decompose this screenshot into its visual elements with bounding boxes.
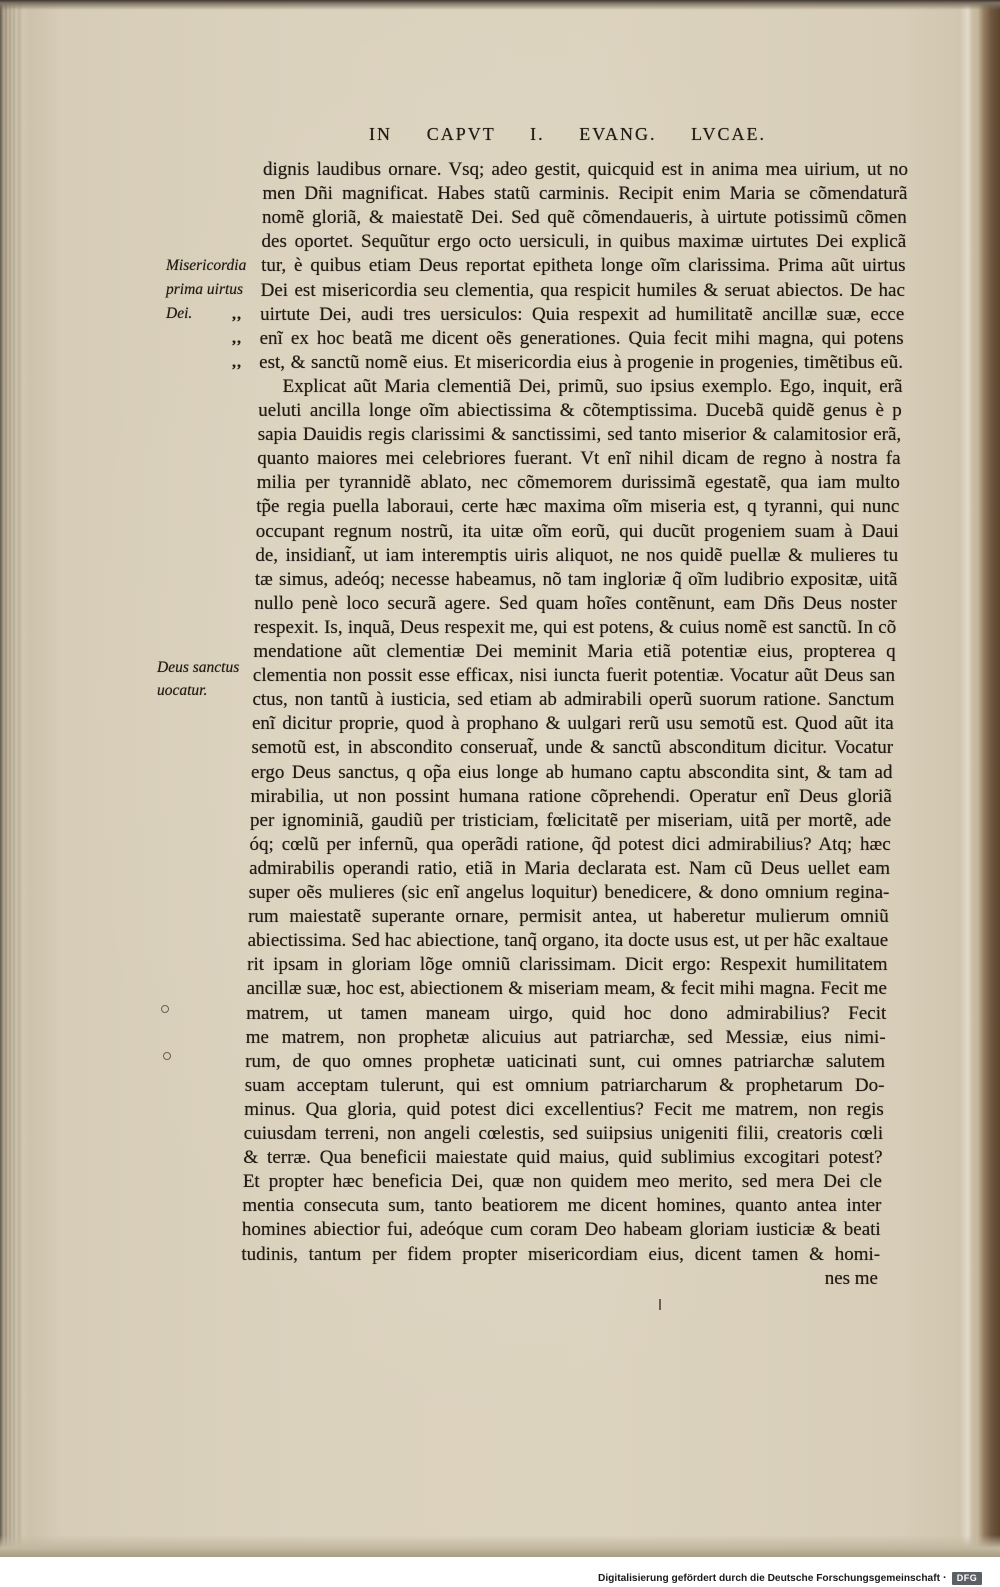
body-line [247,953,887,977]
body-line-text: de, insidiant̃, ut iam interemptis uiris aliquot, ne nos quidẽ puellæ & mulieres tu [255,544,899,566]
body-line-text: Et propter hæc beneficia Dei, quæ non quidem meo merito, sed mera Dei cle [242,1171,882,1193]
body-line [246,1026,886,1050]
body-line [248,905,889,929]
body-line-text: cuiusdam terreni, non angeli cœlestis, sed suiipsius unigeniti filii, creatoris cœli [243,1123,884,1144]
body-line [252,688,894,712]
body-line [243,1146,882,1170]
margin-circle-mark [163,1052,171,1060]
body-line-text: Explicat aũt Maria clementiã Dei, primũ, suo ipsius exemplo. Ego, inquit, erã [282,375,903,397]
body-line [249,857,890,881]
body-line [283,375,903,399]
body-line-text: rit ipsam in gloriam lõge omniũ clarissimam. Dicit ergo: Respexit humilitatem [247,954,888,976]
quotation-mark: ,, [232,353,242,371]
body-line [244,1098,884,1122]
body-line-text: clementia non possit esse efficax, nisi iuncta fuerit potentiæ. Vocatur aũt Deus san [252,665,895,687]
body-line [253,664,895,688]
ink-mark [659,1299,661,1310]
footer-separator: · [943,1572,947,1584]
body-line-text: admirabilis operandi ratio, etiã in Maria declarata est. Nam cũ Deus uellet eam [249,857,891,879]
body-line-text: homines abiectior fui, adeóque cum coram Deo habeam gloriam iusticiæ & beati [241,1219,881,1241]
body-line [249,881,890,905]
body-line-text: semotũ est, in abscondito conseruat̃, unde & sanctũ absconditum dicitur. Vocatur [251,737,894,759]
body-line-text: mendatione aũt clementiæ Dei meminit Maria etiã potentiæ eius, propterea q [253,641,896,662]
body-line-text: nomẽ gloriã, & maiestatẽ Dei. Sed quẽ cõmendaueris, à uirtute potissimũ cõmen [262,207,907,229]
body-line [254,592,896,616]
running-head-text: IN CAPVT I. EVANG. LVCAE. [369,124,766,144]
body-line [247,977,887,1001]
body-line [258,423,901,447]
body-line [260,303,904,327]
body-line [245,1050,885,1074]
body-line-text: tæ simus, adeóq; necesse habeamus, nõ tam ingloriæ q̃ oĩm ludibrio expositæ, uitã [254,568,898,590]
body-line-text: abiectissima. Sed hac abiectione, tanq̃ organo, ita docte usus est, ut per hãc exaltaue [247,930,889,952]
body-line [262,206,907,230]
body-line-text: rum maiestatẽ superante ornare, permisit antea, ut haberetur mulierum omniũ [248,906,889,928]
body-line-text: per ignominiã, gaudiũ per tristiciam, fœlicitatẽ per miseriam, uitã per mortẽ, ade [250,809,892,831]
margin-note-line: Dei. [166,305,193,322]
body-line-text: óq; cœlũ per infernũ, qua operãdi ratione, q̃d potest dici admirabilius? Atq; hæc [249,833,891,855]
body-line-text: me matrem, non prophetæ alicuius aut patriarchæ, sed Messiæ, eius nimi- [245,1026,886,1048]
body-line-text: milia per tyrannidẽ ablato, nec cõmemorem durissimã egestatẽ, qua iam multo [256,472,900,494]
body-line [245,1074,885,1098]
digitization-credit [598,1571,940,1585]
body-line-text: suam acceptam tulerunt, qui est omnium patriarcharum & prophetarum Do- [244,1074,885,1096]
body-line [260,327,904,351]
body-line-text: sapia Dauidis regis clarissimi & sanctissimi, sed tanto miserior & calamitosior erã, [257,424,902,446]
body-line [251,785,892,809]
body-line [256,520,899,544]
body-line-text: men Dñi magnificat. Habes statũ carminis. Recipit enim Maria se cõmendaturã [262,183,908,205]
body-line-text: occupant regnum nostrũ, ita uitæ oĩm eorũ, qui ducũt progeniem suam à Daui [255,520,899,542]
body-line [253,640,895,664]
body-line-text: ctus, non tantũ à iusticia, sed etiam ab admirabili operũ suorum ratione. Sanctum [252,689,895,711]
body-line-text: respexit. Is, inquã, Deus respexit me, qui est potens, & cuius nomẽ est sanctũ. In cõ [253,616,897,638]
margin-note-line: Misericordia [166,257,247,274]
body-line [261,279,905,303]
body-line-text: tur, è quibus etiam Deus reportat epitheta longe oĩm clarissima. Prima aũt uirtus [261,255,906,277]
body-line-text: enĩ dicitur proprie, quod à prophano & uulgari rerũ usu semotũ est. Quod aũt ita [251,713,894,735]
body-line-text: ueluti ancilla longe oĩm abiectissima & cõtemptissima. Ducebã quidẽ genus è p [258,400,902,421]
body-line-text: dignis laudibus ornare. Vsq; adeo gestit, quicquid est in anima mea uirium, ut no [263,159,908,180]
body-line-text: nullo penè loco securã agere. Sed quam hoĩes contẽnunt, eam Dñs Deus noster [254,592,897,614]
body-line [261,254,905,278]
body-line [244,1122,883,1146]
body-line-text: mirabilia, ut non possint humana ratione cõprehendi. Operatur enĩ Deus gloriã [250,785,892,807]
body-line-text: ancillæ suæ, hoc est, abiectionem & miseriam meam, & fecit mihi magna. Fecit me [246,978,887,1000]
body-line-text: quanto maiores mei celebriores fuerant. Vt enĩ nihil dicam de regno à nostra fa [257,448,901,470]
body-line [263,158,908,182]
body-line-text: enĩ ex hoc beatã me dicent oẽs generationes. Quia fecit mihi magna, qui potens [259,327,904,349]
body-line [250,809,891,833]
body-line [252,712,894,736]
body-line-text: mentia consecuta sum, tanto beatiorem me dicent homines, quanto antea inter [242,1195,882,1217]
body-line [254,616,896,640]
margin-note-deus-sanctus [157,656,239,702]
body-line-text: super oẽs mulieres (sic enĩ angelus loquitur) benedicere, & dono omnium regina- [248,882,890,903]
quotation-mark: ,, [232,305,242,323]
dfg-logo: DFG [952,1572,982,1585]
body-line [262,230,907,254]
body-line [258,399,902,423]
quotation-mark: ,, [232,329,242,347]
body-line-text: & terræ. Qua beneficii maiestate quid maius, quid sublimius excogitari potest? [243,1147,883,1169]
body-line [257,447,900,471]
catchword: nes me [824,1268,878,1289]
body-line [259,351,903,375]
body-line-text: rum, de quo omnes prophetæ uaticinati sunt, cui omnes patriarchæ salutem [245,1050,886,1072]
body-line [251,736,893,760]
margin-note-line: prima uirtus [166,281,244,298]
body-line-text: tudinis, tantum per fidem propter misericordiam eius, dicent tamen & homi- [241,1243,881,1265]
margin-circle-mark [161,1005,169,1013]
body-line [250,833,891,857]
body-line-text: uirtute Dei, audi tres uersiculos: Quia respexit ad humilitatẽ ancillæ suæ, ecce [260,303,905,325]
body-line [242,1194,881,1218]
body-line [257,471,900,495]
body-line [242,1218,881,1242]
body-line [246,1002,886,1026]
body-line-text: minus. Qua gloria, quid potest dici excellentius? Fecit me matrem, non regis [244,1098,884,1120]
digitization-credit-text: Digitalisierung gefördert durch die Deutsche Forschungsgemeinschaft [598,1572,940,1584]
body-line [243,1170,882,1194]
body-line-text: Dei est misericordia seu clementia, qua respicit humiles & seruat abiectos. De hac [260,279,905,301]
body-line-text: matrem, ut tamen maneam uirgo, quid hoc dono admirabilius? Fecit [246,1002,887,1024]
body-line-text: tp̃e regia puella laboraui, certe hæc maxima oĩm miseria est, q tyranni, qui nunc [256,496,900,518]
body-line [251,761,893,785]
body-line [248,929,889,953]
body-line [256,495,899,519]
body-line-text: ergo Deus sanctus, q op̃a eius longe ab humano captu abscondita sint, & tam ad [251,761,893,783]
body-line-text: des oportet. Sequũtur ergo octo uersiculi, in quibus maximæ uirtutes Dei explicã [261,231,907,253]
body-line [241,1243,880,1267]
body-line [263,182,908,206]
body-line-text: est, & sanctũ nomẽ eius. Et misericordia eius à progenie in progenies, timẽtibus eũ. [259,351,904,373]
body-line [255,568,898,592]
body-line [255,544,898,568]
margin-note-line: uocatur. [157,682,208,699]
margin-note-line: Deus sanctus [157,659,240,676]
